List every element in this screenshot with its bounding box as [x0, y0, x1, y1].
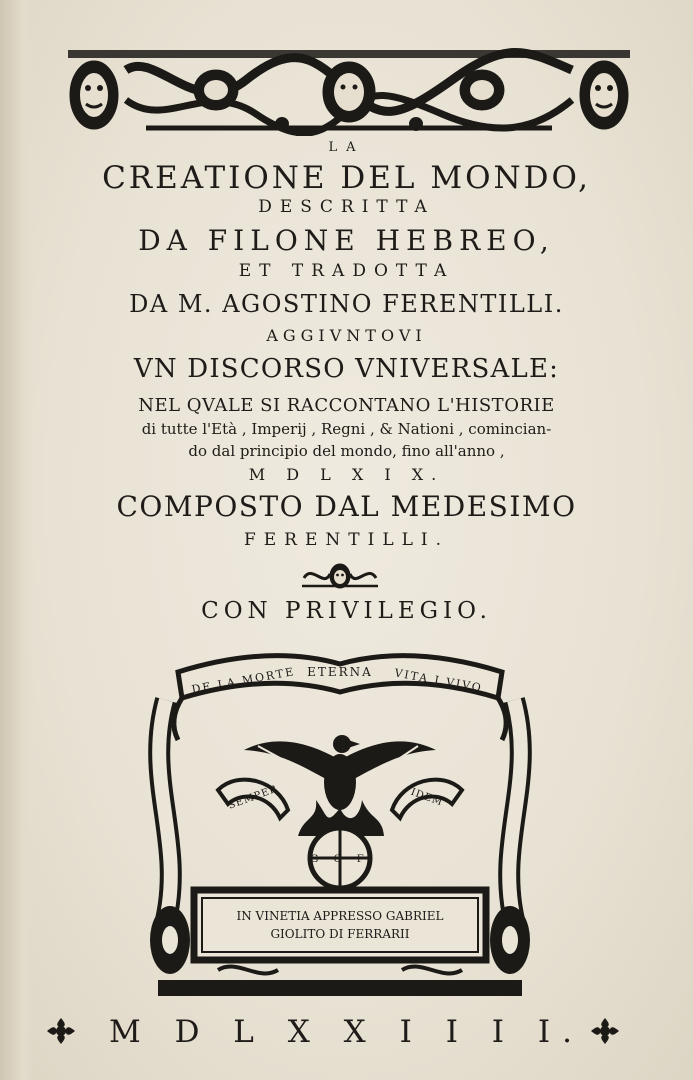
printers-device-phoenix — [148, 640, 532, 1010]
device-imprint-line-1: IN VINETIA APPRESSO GABRIEL — [236, 909, 444, 923]
banner-top-text: ETERNA — [307, 665, 373, 679]
fleuron-right-icon — [588, 1016, 622, 1046]
composer-name: FERENTILLI. — [243, 530, 450, 550]
composto-line: COMPOSTO DAL MEDESIMO — [116, 490, 577, 523]
headpiece-ornament — [66, 40, 632, 136]
description-line-3: do dal principio del mondo, fino all'anno , — [188, 442, 505, 460]
globe-letters: G G F — [310, 854, 370, 865]
subtitle-descritta: DESCRITTA — [258, 197, 435, 217]
banner-left-text: DE LA MORTE — [190, 665, 297, 697]
banner-right-text: VITA I VIVO — [393, 666, 484, 695]
scroll-idem-text: IDEM — [409, 786, 445, 809]
device-imprint-line-2: GIOLITO DI FERRARII — [270, 927, 410, 941]
author-line: DA FILONE HEBREO, — [138, 224, 555, 257]
description-line-2: di tutte l'Età , Imperij , Regni , & Nationi , comincian- — [141, 420, 552, 438]
subtitle-tradotta: ET TRADOTTA — [238, 261, 455, 281]
title-article: LA — [328, 140, 365, 155]
privilege-line: CON PRIVILEGIO. — [201, 598, 492, 624]
scroll-semper-text: SEMPER — [226, 783, 280, 812]
translator-line: DA M. AGOSTINO FERENTILLI. — [129, 290, 564, 318]
discorso-title: VN DISCORSO VNIVERSALE: — [133, 354, 560, 384]
description-line-1: NEL QVALE SI RACCONTANO L'HISTORIE — [138, 395, 555, 416]
year-1569: M D L X I X. — [248, 465, 445, 484]
imprint-year: M D L X X I I I I. — [109, 1014, 584, 1050]
main-title: CREATIONE DEL MONDO, — [102, 160, 591, 196]
small-face-ornament — [300, 560, 380, 592]
subtitle-aggiuntovi: AGGIVNTOVI — [266, 326, 427, 345]
